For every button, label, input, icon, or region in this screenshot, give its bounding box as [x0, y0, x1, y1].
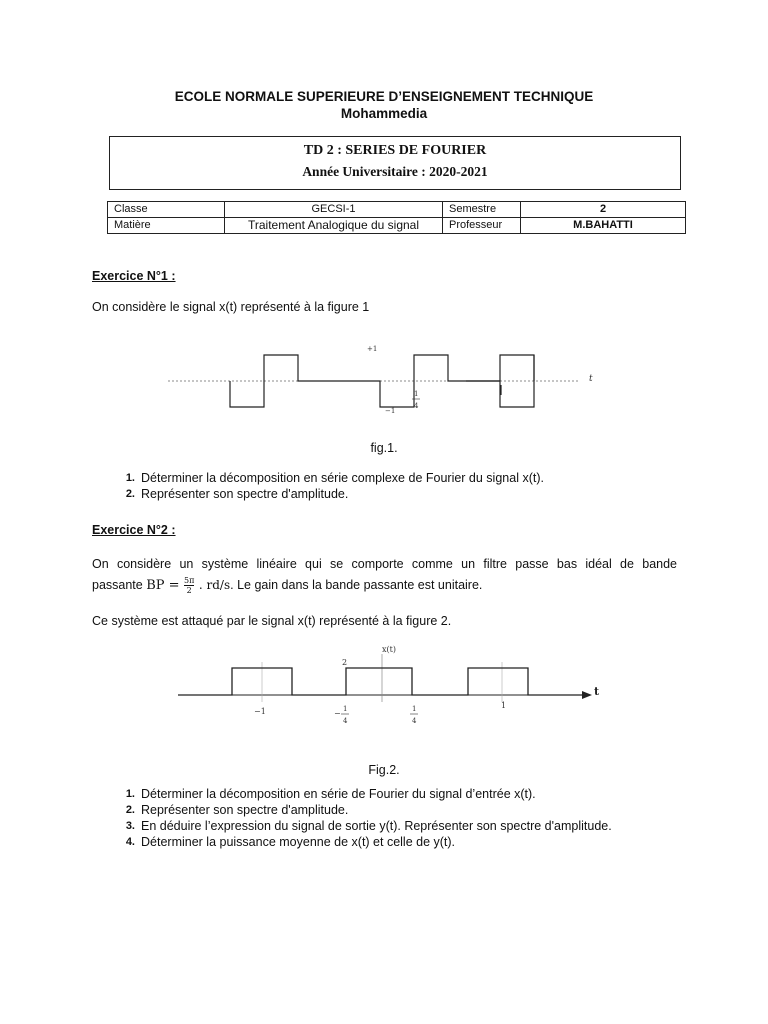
ex2-q2-num: 2.: [125, 804, 135, 816]
ex1-q1-num: 1.: [125, 472, 135, 484]
academic-year: Année Universitaire : 2020-2021: [302, 164, 488, 179]
ex1-q2-num: 2.: [125, 488, 135, 500]
ex2-q3-num: 3.: [125, 820, 135, 832]
matiere-value: Traitement Analogique du signal: [225, 218, 443, 234]
professeur-label: Professeur: [443, 218, 521, 234]
fig2-label-1: 1: [501, 701, 507, 710]
fig2-minus-quarter-sign: −: [334, 709, 341, 718]
bp-fraction: [184, 576, 194, 595]
bp-formula-label: BP =: [146, 577, 180, 593]
ex2-q4-num: 4.: [125, 836, 135, 848]
ex2-q4-text: Déterminer la puissance moyenne de x(t) et celle de y(t).: [141, 835, 456, 849]
figure-1: [160, 340, 600, 420]
ex2-q3-text: En déduire l’expression du signal de sortie y(t). Représenter son spectre d'amplitude.: [141, 819, 612, 833]
ex2-questions: [113, 786, 612, 850]
fig1-caption: fig.1.: [370, 441, 398, 455]
ex2-q1-num: 1.: [125, 788, 135, 800]
ex2-question-3: [113, 818, 612, 834]
school-city: Mohammedia: [340, 106, 428, 121]
school-name: ECOLE NORMALE SUPERIEURE D’ENSEIGNEMENT TECHNIQUE: [174, 89, 594, 104]
bp-fraction-den: 2: [186, 586, 192, 595]
info-row-1: [108, 202, 686, 218]
professeur-value: M.BAHATTI: [521, 218, 686, 234]
ex2-intro-line2: [92, 576, 482, 595]
td-title: TD 2 : SERIES DE FOURIER: [303, 143, 487, 158]
fig2-q-num: 1: [412, 705, 417, 713]
fig1-quarter-den: 4: [414, 402, 419, 410]
semestre-value: 2: [521, 202, 686, 218]
fig1-quarter-num: 1: [414, 390, 419, 398]
fig1-label-plus1: +1: [367, 345, 378, 353]
fig1-label-t: t: [589, 374, 593, 384]
bp-fraction-num: 5π: [184, 576, 195, 585]
title-box: [109, 136, 681, 190]
ex2-intro2: Ce système est attaqué par le signal x(t) représenté à la figure 2.: [92, 614, 452, 628]
figure-2: [170, 640, 610, 740]
fig2-label-2: 2: [342, 658, 348, 667]
ex1-heading: Exercice N°1 :: [92, 269, 176, 283]
ex2-heading: Exercice N°2 :: [92, 523, 176, 537]
fig2-mq-den: 4: [343, 717, 348, 725]
bp-unit: . rd/s: [198, 577, 231, 592]
ex1-intro: On considère le signal x(t) représenté à la figure 1: [92, 300, 370, 314]
semestre-label: Semestre: [443, 202, 521, 218]
classe-value: GECSI-1: [225, 202, 443, 218]
ex1-q1-text: Déterminer la décomposition en série complexe de Fourier du signal x(t).: [141, 471, 544, 485]
ex2-question-1: [113, 786, 612, 802]
ex2-question-2: [113, 802, 612, 818]
info-row-2: [108, 218, 686, 234]
fig2-label-t: t: [594, 685, 600, 698]
ex2-question-4: [113, 834, 612, 850]
fig2-signal-trace: [178, 668, 582, 695]
fig1-signal-pulse: [500, 355, 534, 381]
ex1-question-2: [113, 486, 544, 502]
ex2-intro-line1: On considère un système linéaire qui se comporte comme un filtre passe bas idéal de bande: [92, 557, 677, 571]
ex1-q2-text: Représenter son spectre d'amplitude.: [141, 487, 349, 501]
fig2-label-minus1: −1: [254, 707, 266, 716]
fig2-q-den: 4: [412, 717, 417, 725]
fig1-label-minus1: −1: [385, 407, 396, 415]
ex2-gain-text: . Le gain dans la bande passante est unitaire.: [230, 577, 483, 592]
info-table: [107, 201, 686, 234]
classe-label: Classe: [108, 202, 225, 218]
fig2-caption: Fig.2.: [368, 763, 400, 777]
ex2-passante: passante: [92, 577, 143, 592]
fig2-axis-arrow: [582, 691, 592, 699]
ex1-question-1: [113, 470, 544, 486]
fig2-label-xt: x(t): [382, 645, 396, 654]
matiere-label: Matière: [108, 218, 225, 234]
document-header: [0, 88, 768, 122]
ex2-q2-text: Représenter son spectre d'amplitude.: [141, 803, 349, 817]
ex1-questions: [113, 470, 544, 502]
ex2-q1-text: Déterminer la décomposition en série de Fourier du signal d’entrée x(t).: [141, 787, 536, 801]
fig2-mq-num: 1: [343, 705, 348, 713]
